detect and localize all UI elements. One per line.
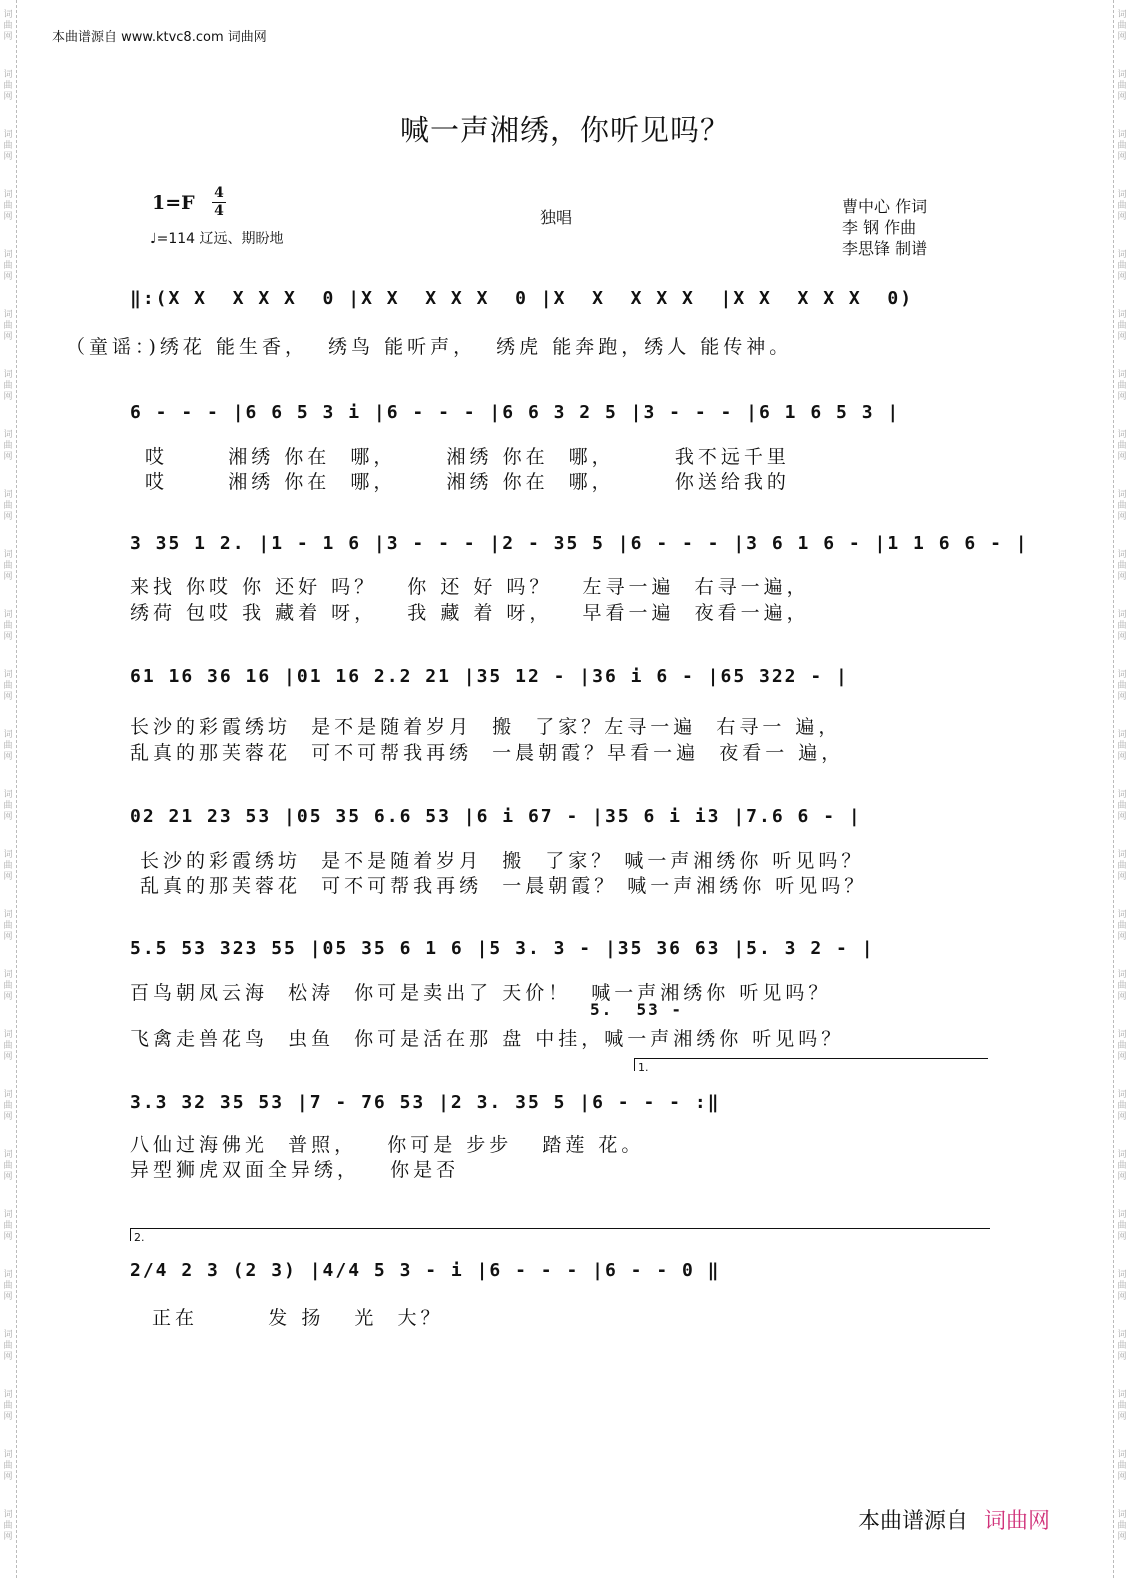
watermark-char: 词	[3, 1090, 13, 1100]
watermark-char: 词	[3, 1510, 13, 1520]
watermark-char: 网	[1117, 332, 1127, 342]
watermark-char: 词	[3, 730, 13, 740]
watermark-char: 词	[1117, 490, 1127, 500]
watermark-char: 网	[1117, 212, 1127, 222]
score-row-7-lyric-1: 八仙过海佛光 普照， 你可是 步步 踏莲 花。	[130, 1134, 645, 1156]
watermark-char: 网	[1117, 1352, 1127, 1362]
watermark-char: 曲	[1117, 81, 1127, 91]
watermark-char: 词	[1117, 550, 1127, 560]
watermark-char: 词	[3, 1150, 13, 1160]
watermark-mark	[1114, 670, 1130, 703]
watermark-char: 词	[3, 250, 13, 260]
watermark-char: 曲	[3, 1401, 13, 1411]
watermark-char: 曲	[3, 441, 13, 451]
watermark-char: 曲	[3, 741, 13, 751]
watermark-char: 曲	[3, 201, 13, 211]
watermark-mark	[0, 1150, 16, 1183]
watermark-char: 网	[1117, 692, 1127, 702]
arranger-credit: 李思锋 制谱	[842, 239, 928, 258]
watermark-mark	[1114, 850, 1130, 883]
watermark-mark	[0, 430, 16, 463]
key-signature: 1=F	[152, 192, 195, 214]
score-row-5-lyric-1: 长沙的彩霞绣坊 是不是随着岁月 搬 了家？ 喊一声湘绣你 听见吗？	[130, 850, 865, 872]
watermark-char: 网	[3, 92, 13, 102]
watermark-mark	[0, 370, 16, 403]
watermark-char: 词	[3, 790, 13, 800]
watermark-char: 词	[3, 130, 13, 140]
tempo-marking: ♩=114 辽远、期盼地	[150, 231, 284, 247]
watermark-char: 词	[3, 310, 13, 320]
watermark-char: 网	[1117, 812, 1127, 822]
watermark-char: 曲	[3, 1041, 13, 1051]
watermark-char: 词	[1117, 130, 1127, 140]
watermark-char: 词	[3, 370, 13, 380]
watermark-char: 词	[1117, 70, 1127, 80]
watermark-mark	[1114, 370, 1130, 403]
site-name-link[interactable]: 词曲网	[984, 1509, 1051, 1534]
right-watermark-strip	[1113, 0, 1130, 1578]
watermark-char: 网	[3, 632, 13, 642]
page-title: 喊一声湘绣，你听见吗？	[399, 113, 730, 147]
watermark-mark	[1114, 1210, 1130, 1243]
watermark-mark	[0, 10, 16, 43]
watermark-char: 网	[1117, 272, 1127, 282]
watermark-char: 词	[1117, 310, 1127, 320]
score-row-2-notes: 6 - - - |6 6 5 3 i |6 - - - |6 6 3 2 5 |3 - - - |6 1 6 5 3 |	[130, 402, 901, 423]
watermark-mark	[1114, 1330, 1130, 1363]
watermark-char: 网	[3, 1292, 13, 1302]
credits	[842, 196, 927, 259]
watermark-char: 词	[3, 490, 13, 500]
watermark-char: 网	[3, 272, 13, 282]
watermark-mark	[0, 70, 16, 103]
watermark-char: 词	[1117, 430, 1127, 440]
watermark-char: 网	[1117, 152, 1127, 162]
watermark-mark	[0, 670, 16, 703]
watermark-char: 曲	[1117, 861, 1127, 871]
watermark-char: 曲	[1117, 921, 1127, 931]
watermark-char: 网	[1117, 392, 1127, 402]
watermark-char: 曲	[3, 1221, 13, 1231]
watermark-char: 曲	[1117, 1521, 1127, 1531]
watermark-char: 曲	[3, 1101, 13, 1111]
time-signature	[212, 186, 226, 219]
watermark-char: 词	[3, 1270, 13, 1280]
source-footer	[858, 1504, 1050, 1535]
composer-credit: 李 钢 作曲	[842, 218, 917, 237]
score-row-5-lyric-2: 乱真的那芙蓉花 可不可帮我再绣 一晨朝霞？ 喊一声湘绣你 听见吗？	[130, 875, 868, 897]
watermark-char: 曲	[3, 681, 13, 691]
watermark-char: 词	[1117, 1150, 1127, 1160]
watermark-char: 曲	[1117, 1281, 1127, 1291]
watermark-char: 曲	[3, 561, 13, 571]
watermark-mark	[0, 310, 16, 343]
watermark-char: 词	[3, 1330, 13, 1340]
watermark-char: 曲	[1117, 801, 1127, 811]
watermark-char: 曲	[1117, 1341, 1127, 1351]
watermark-char: 网	[3, 932, 13, 942]
watermark-char: 词	[1117, 250, 1127, 260]
score-row-6-alt-notes: 5. 53 -	[590, 1000, 684, 1019]
watermark-char: 网	[1117, 572, 1127, 582]
watermark-char: 词	[3, 1390, 13, 1400]
watermark-char: 网	[3, 212, 13, 222]
watermark-char: 网	[1117, 872, 1127, 882]
watermark-char: 词	[3, 1210, 13, 1220]
watermark-mark	[0, 850, 16, 883]
watermark-char: 曲	[3, 1461, 13, 1471]
watermark-char: 曲	[3, 321, 13, 331]
watermark-char: 曲	[1117, 1461, 1127, 1471]
watermark-mark	[0, 1330, 16, 1363]
watermark-char: 词	[3, 970, 13, 980]
watermark-char: 词	[1117, 1510, 1127, 1520]
watermark-mark	[0, 250, 16, 283]
watermark-mark	[0, 190, 16, 223]
watermark-char: 词	[1117, 1450, 1127, 1460]
watermark-mark	[1114, 1150, 1130, 1183]
watermark-mark	[0, 1450, 16, 1483]
watermark-mark	[1114, 430, 1130, 463]
watermark-char: 曲	[3, 381, 13, 391]
watermark-mark	[1114, 730, 1130, 763]
watermark-char: 曲	[1117, 1161, 1127, 1171]
watermark-char: 网	[3, 332, 13, 342]
watermark-char: 网	[3, 1052, 13, 1062]
score-row-4-notes: 61 16 36 16 |01 16 2.2 21 |35 12 - |36 i 6 - |65 322 - |	[130, 666, 849, 687]
score-row-4-lyric-2: 乱真的那芙蓉花 可不可帮我再绣 一晨朝霞？早看一遍 夜看一 遍，	[130, 742, 845, 764]
watermark-char: 网	[3, 1412, 13, 1422]
watermark-char: 网	[3, 692, 13, 702]
watermark-mark	[0, 730, 16, 763]
watermark-char: 网	[1117, 512, 1127, 522]
watermark-char: 曲	[1117, 21, 1127, 31]
score-row-3-notes: 3 35 1 2. |1 - 1 6 |3 - - - |2 - 35 5 |6 - - - |3 6 1 6 - |1 1 6 6 - |	[130, 533, 1029, 554]
watermark-mark	[1114, 70, 1130, 103]
score-row-8-lyric-1: 正在 发 扬 光 大？	[152, 1307, 444, 1329]
watermark-char: 曲	[3, 981, 13, 991]
score-row-2-lyric-2: 哎 湘绣 你在 哪， 湘绣 你在 哪， 你送给我的	[145, 471, 790, 493]
score-row-3-lyric-1: 来找 你哎 你 还好 吗？ 你 还 好 吗？ 左寻一遍 右寻一遍，	[130, 576, 810, 598]
watermark-mark	[1114, 1510, 1130, 1543]
watermark-char: 网	[1117, 1472, 1127, 1482]
watermark-mark	[1114, 310, 1130, 343]
watermark-char: 词	[1117, 970, 1127, 980]
watermark-char: 词	[3, 190, 13, 200]
watermark-char: 词	[1117, 1270, 1127, 1280]
watermark-char: 曲	[3, 501, 13, 511]
watermark-char: 曲	[3, 81, 13, 91]
watermark-char: 词	[3, 10, 13, 20]
watermark-char: 网	[1117, 1292, 1127, 1302]
score-row-4-lyric-1: 长沙的彩霞绣坊 是不是随着岁月 搬 了家？左寻一遍 右寻一 遍，	[130, 716, 842, 738]
watermark-char: 词	[1117, 790, 1127, 800]
watermark-char: 词	[3, 70, 13, 80]
watermark-char: 曲	[1117, 501, 1127, 511]
watermark-char: 词	[3, 610, 13, 620]
watermark-char: 词	[3, 910, 13, 920]
watermark-mark	[1114, 490, 1130, 523]
watermark-mark	[0, 1390, 16, 1423]
watermark-char: 网	[3, 152, 13, 162]
source-header: 本曲谱源自 www.ktvc8.com 词曲网	[52, 30, 267, 45]
watermark-char: 词	[1117, 190, 1127, 200]
watermark-char: 词	[1117, 1330, 1127, 1340]
watermark-char: 网	[3, 992, 13, 1002]
watermark-char: 网	[1117, 932, 1127, 942]
watermark-char: 曲	[1117, 261, 1127, 271]
watermark-char: 曲	[3, 1341, 13, 1351]
score-row-2-lyric-1: 哎 湘绣 你在 哪， 湘绣 你在 哪， 我不远千里	[145, 446, 790, 468]
watermark-char: 网	[1117, 1532, 1127, 1542]
watermark-mark	[0, 910, 16, 943]
watermark-char: 词	[3, 850, 13, 860]
watermark-char: 曲	[3, 141, 13, 151]
watermark-char: 词	[3, 670, 13, 680]
score-row-1-notes: ‖:(X X X X X 0 |X X X X X 0 |X X X X X |X X X X X 0)	[130, 288, 914, 309]
performance-mode: 独唱	[540, 208, 573, 227]
watermark-char: 网	[3, 812, 13, 822]
watermark-char: 网	[3, 1472, 13, 1482]
watermark-char: 网	[1117, 32, 1127, 42]
score-row-5-notes: 02 21 23 53 |05 35 6.6 53 |6 i 67 - |35 6 i i3 |7.6 6 - |	[130, 806, 862, 827]
watermark-mark	[0, 1210, 16, 1243]
watermark-mark	[0, 550, 16, 583]
score-row-7-notes: 3.3 32 35 53 |7 - 76 53 |2 3. 35 5 |6 - - - :‖	[130, 1092, 721, 1113]
watermark-char: 曲	[3, 261, 13, 271]
watermark-char: 曲	[1117, 441, 1127, 451]
watermark-char: 词	[1117, 1090, 1127, 1100]
watermark-char: 网	[3, 1532, 13, 1542]
first-ending-bracket	[634, 1058, 988, 1074]
watermark-char: 曲	[1117, 381, 1127, 391]
watermark-char: 曲	[1117, 621, 1127, 631]
watermark-mark	[0, 1270, 16, 1303]
watermark-char: 网	[3, 752, 13, 762]
score-row-6-lyric-1: 百鸟朝凤云海 松涛 你可是卖出了 天价！ 喊一声湘绣你 听见吗？	[130, 982, 832, 1004]
watermark-char: 曲	[1117, 681, 1127, 691]
watermark-char: 网	[3, 872, 13, 882]
watermark-char: 网	[3, 1352, 13, 1362]
lyricist-credit: 曹中心 作词	[842, 197, 928, 216]
watermark-mark	[0, 1030, 16, 1063]
watermark-char: 网	[3, 392, 13, 402]
watermark-char: 曲	[1117, 561, 1127, 571]
watermark-char: 网	[1117, 992, 1127, 1002]
watermark-mark	[0, 970, 16, 1003]
watermark-char: 网	[1117, 452, 1127, 462]
watermark-char: 词	[1117, 370, 1127, 380]
score-row-7-lyric-2: 异型狮虎双面全异绣， 你是否	[130, 1159, 460, 1181]
watermark-char: 曲	[3, 1521, 13, 1531]
watermark-char: 网	[1117, 1112, 1127, 1122]
first-ending-label: 1.	[638, 1061, 649, 1074]
watermark-mark	[1114, 910, 1130, 943]
watermark-char: 词	[3, 1450, 13, 1460]
watermark-mark	[1114, 1030, 1130, 1063]
watermark-char: 曲	[3, 801, 13, 811]
watermark-char: 曲	[3, 1161, 13, 1171]
score-row-6-lyric-2: 飞禽走兽花鸟 虫鱼 你可是活在那 盘 中挂，喊一声湘绣你 听见吗？	[130, 1028, 845, 1050]
score-row-6-notes: 5.5 53 323 55 |05 35 6 1 6 |5 3. 3 - |35 36 63 |5. 3 2 - |	[130, 938, 875, 959]
watermark-char: 网	[1117, 1172, 1127, 1182]
watermark-char: 曲	[1117, 201, 1127, 211]
watermark-char: 词	[1117, 850, 1127, 860]
second-ending-bracket	[130, 1228, 990, 1244]
watermark-char: 网	[3, 1232, 13, 1242]
watermark-char: 词	[1117, 10, 1127, 20]
watermark-char: 词	[1117, 1390, 1127, 1400]
watermark-mark	[1114, 610, 1130, 643]
score-row-3-lyric-2: 绣荷 包哎 我 藏着 呀， 我 藏 着 呀， 早看一遍 夜看一遍，	[130, 602, 810, 624]
watermark-char: 曲	[1117, 141, 1127, 151]
watermark-char: 词	[3, 1030, 13, 1040]
watermark-mark	[1114, 970, 1130, 1003]
watermark-char: 网	[3, 32, 13, 42]
watermark-mark	[1114, 190, 1130, 223]
watermark-char: 曲	[3, 861, 13, 871]
watermark-mark	[1114, 1390, 1130, 1423]
watermark-char: 网	[1117, 752, 1127, 762]
watermark-char: 网	[3, 512, 13, 522]
time-signature-top: 4	[214, 185, 224, 201]
watermark-char: 词	[1117, 670, 1127, 680]
watermark-char: 曲	[3, 621, 13, 631]
watermark-mark	[1114, 1450, 1130, 1483]
watermark-mark	[0, 1090, 16, 1123]
watermark-char: 网	[3, 1172, 13, 1182]
watermark-char: 网	[1117, 1232, 1127, 1242]
watermark-char: 曲	[3, 21, 13, 31]
watermark-mark	[1114, 550, 1130, 583]
second-ending-label: 2.	[134, 1231, 145, 1244]
watermark-char: 曲	[1117, 1221, 1127, 1231]
watermark-char: 词	[1117, 730, 1127, 740]
watermark-char: 曲	[1117, 1041, 1127, 1051]
watermark-mark	[1114, 790, 1130, 823]
watermark-char: 网	[1117, 92, 1127, 102]
watermark-char: 曲	[1117, 1101, 1127, 1111]
watermark-char: 网	[1117, 1412, 1127, 1422]
watermark-mark	[0, 490, 16, 523]
watermark-mark	[1114, 1090, 1130, 1123]
watermark-mark	[0, 1510, 16, 1543]
time-signature-bottom: 4	[214, 203, 224, 219]
watermark-char: 网	[1117, 1052, 1127, 1062]
left-watermark-strip	[0, 0, 17, 1578]
watermark-char: 词	[1117, 1210, 1127, 1220]
watermark-char: 词	[1117, 910, 1127, 920]
watermark-char: 网	[3, 1112, 13, 1122]
watermark-mark	[1114, 250, 1130, 283]
watermark-char: 曲	[1117, 741, 1127, 751]
watermark-char: 词	[1117, 1030, 1127, 1040]
watermark-mark	[1114, 1270, 1130, 1303]
watermark-char: 网	[3, 572, 13, 582]
watermark-mark	[1114, 10, 1130, 43]
watermark-char: 词	[3, 430, 13, 440]
score-row-8-notes: 2/4 2 3 (2 3) |4/4 5 3 - i |6 - - - |6 - - 0 ‖	[130, 1260, 721, 1281]
watermark-char: 词	[3, 550, 13, 560]
watermark-char: 曲	[3, 1281, 13, 1291]
watermark-char: 曲	[1117, 321, 1127, 331]
watermark-char: 曲	[1117, 1401, 1127, 1411]
watermark-mark	[0, 610, 16, 643]
source-footer-label: 本曲谱源自	[858, 1509, 969, 1534]
watermark-char: 词	[1117, 610, 1127, 620]
watermark-char: 网	[1117, 632, 1127, 642]
watermark-mark	[0, 790, 16, 823]
watermark-char: 网	[3, 452, 13, 462]
watermark-char: 曲	[3, 921, 13, 931]
score-row-1-lyric-1: （童谣：)绣花 能生香， 绣鸟 能听声， 绣虎 能奔跑，绣人 能传神。	[66, 336, 793, 358]
watermark-char: 曲	[1117, 981, 1127, 991]
